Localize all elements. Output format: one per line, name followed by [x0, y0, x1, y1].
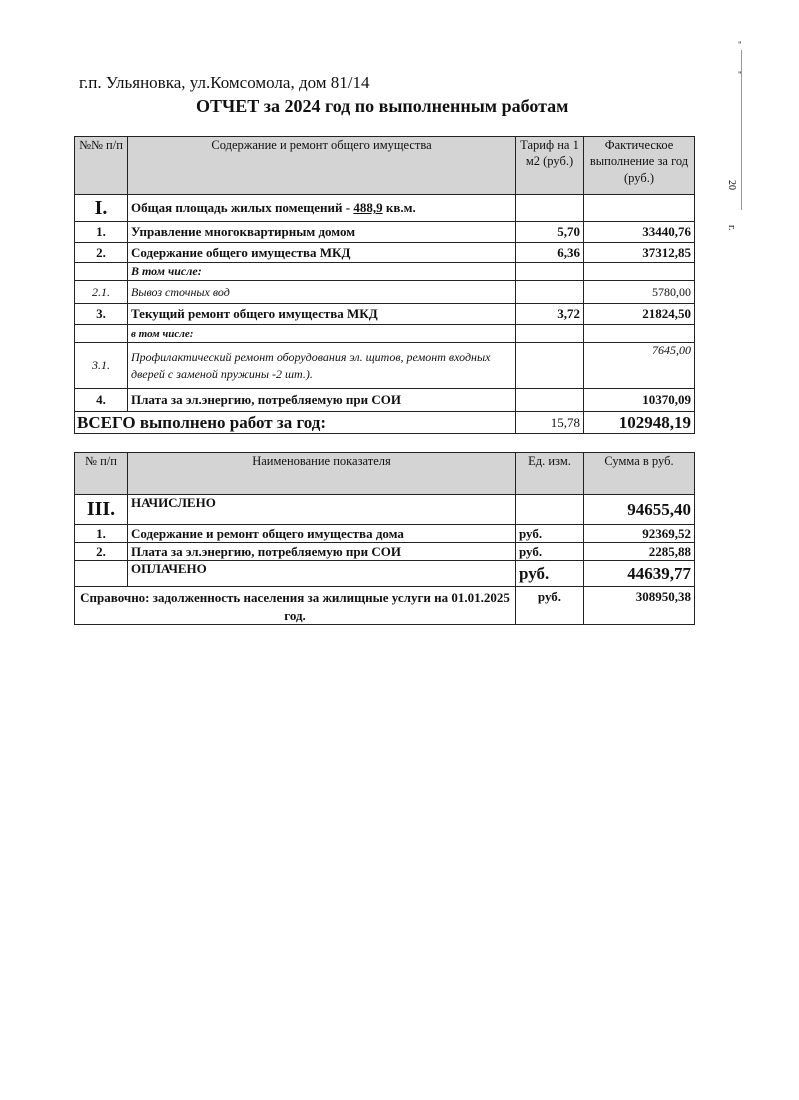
row-name: Плата за эл.энергию, потребляемую при СОИ [128, 389, 516, 412]
table-row [75, 263, 695, 281]
row-amount: 92369,52 [584, 525, 695, 543]
works-table-header [75, 137, 695, 195]
accruals-table [74, 452, 695, 625]
section-row-3 [75, 495, 695, 525]
total-label: ВСЕГО выполнено работ за год: [75, 412, 516, 434]
row-amount: 21824,50 [584, 304, 695, 325]
accrued-amount: 94655,40 [584, 495, 695, 525]
margin-mark-quote-1: " [738, 40, 742, 50]
section-row-1 [75, 195, 695, 222]
margin-mark-20: 20 [726, 180, 737, 190]
row-num [75, 263, 128, 281]
row-name: в том числе: [128, 325, 516, 343]
header-content: Содержание и ремонт общего имущества [128, 137, 516, 195]
empty-cell [75, 561, 128, 587]
table-row [75, 543, 695, 561]
row-name: В том числе: [128, 263, 516, 281]
table-row [75, 304, 695, 325]
header-sum: Сумма в руб. [584, 453, 695, 495]
area-text-suffix: кв.м. [382, 200, 416, 215]
margin-mark-quote-2: " [738, 70, 742, 80]
row-amount: 5780,00 [584, 281, 695, 304]
total-tariff: 15,78 [516, 412, 584, 434]
row-tariff: 3,72 [516, 304, 584, 325]
paid-unit: руб. [516, 561, 584, 587]
row-tariff: 5,70 [516, 222, 584, 243]
total-amount: 102948,19 [584, 412, 695, 434]
header-actual: Фактическое выполнение за год (руб.) [584, 137, 695, 195]
row-unit: руб. [516, 543, 584, 561]
row-name: Управление многоквартирным домом [128, 222, 516, 243]
header-num: № п/п [75, 453, 128, 495]
row-amount: 2285,88 [584, 543, 695, 561]
row-name: Текущий ремонт общего имущества МКД [128, 304, 516, 325]
row-name: Профилактический ремонт оборудования эл. щитов, ремонт входных дверей с заменой пружины -2 шт.). [128, 343, 516, 389]
debt-amount: 308950,38 [584, 587, 695, 625]
row-num: 2.1. [75, 281, 128, 304]
accrued-label: НАЧИСЛЕНО [128, 495, 516, 525]
row-num: 2. [75, 543, 128, 561]
row-amount [584, 263, 695, 281]
table-row [75, 325, 695, 343]
header-num: №№ п/п [75, 137, 128, 195]
row-amount: 7645,00 [584, 343, 695, 389]
table-row [75, 389, 695, 412]
table-row [75, 343, 695, 389]
row-amount [584, 325, 695, 343]
row-tariff [516, 263, 584, 281]
row-tariff [516, 281, 584, 304]
empty-cell [516, 495, 584, 525]
row-tariff [516, 389, 584, 412]
debt-unit: руб. [516, 587, 584, 625]
works-table [74, 136, 695, 434]
row-amount: 10370,09 [584, 389, 695, 412]
row-name: Содержание общего имущества МКД [128, 243, 516, 263]
empty-cell [516, 195, 584, 222]
paid-amount: 44639,77 [584, 561, 695, 587]
row-amount: 37312,85 [584, 243, 695, 263]
row-name: Содержание и ремонт общего имущества дома [128, 525, 516, 543]
area-text-prefix: Общая площадь жилых помещений - [131, 200, 354, 215]
debt-label: Справочно: задолженность населения за жилищные услуги на 01.01.2025 год. [75, 587, 516, 625]
area-value: 488,9 [353, 200, 383, 215]
header-name: Наименование показателя [128, 453, 516, 495]
margin-marks [726, 40, 755, 240]
row-num: 4. [75, 389, 128, 412]
row-unit: руб. [516, 525, 584, 543]
row-num: 2. [75, 243, 128, 263]
accruals-table-header [75, 453, 695, 495]
section-roman: III. [75, 495, 128, 525]
empty-cell [584, 195, 695, 222]
row-num: 1. [75, 222, 128, 243]
address: г.п. Ульяновка, ул.Комсомола, дом 81/14 [79, 73, 370, 92]
table-row [75, 525, 695, 543]
area-text [128, 195, 516, 222]
header-tariff: Тариф на 1 м2 (руб.) [516, 137, 584, 195]
header-unit: Ед. изм. [516, 453, 584, 495]
row-num: 3. [75, 304, 128, 325]
margin-line [741, 50, 743, 210]
row-amount: 33440,76 [584, 222, 695, 243]
paid-label: ОПЛАЧЕНО [128, 561, 516, 587]
paid-row [75, 561, 695, 587]
row-num [75, 325, 128, 343]
row-tariff [516, 343, 584, 389]
row-num: 3.1. [75, 343, 128, 389]
row-tariff [516, 325, 584, 343]
total-row [75, 412, 695, 434]
report-title: ОТЧЕТ за 2024 год по выполненным работам [196, 96, 569, 116]
section-roman: I. [75, 195, 128, 222]
table-row [75, 222, 695, 243]
table-row [75, 281, 695, 304]
row-name: Вывоз сточных вод [128, 281, 516, 304]
debt-row [75, 587, 695, 625]
margin-mark-g: г. [726, 225, 737, 231]
row-tariff: 6,36 [516, 243, 584, 263]
row-num: 1. [75, 525, 128, 543]
table-row [75, 243, 695, 263]
row-name: Плата за эл.энергию, потребляемую при СОИ [128, 543, 516, 561]
